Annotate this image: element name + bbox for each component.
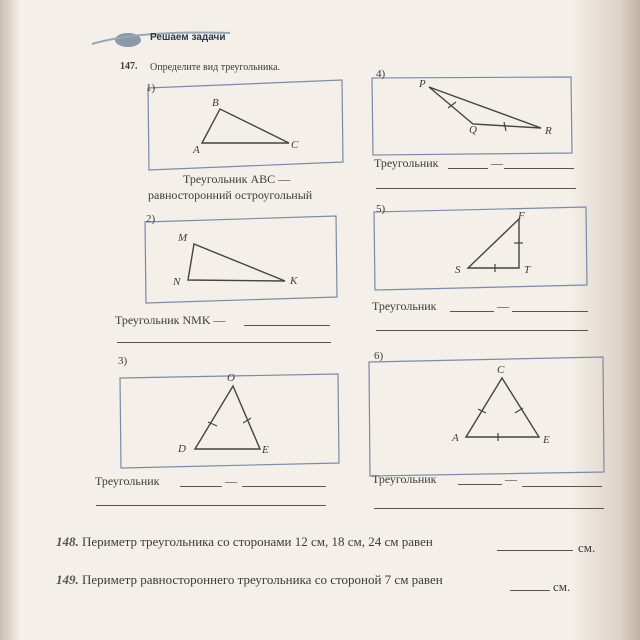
vertex-label: R <box>545 125 552 137</box>
frame-1 <box>148 80 343 170</box>
vertex-label: E <box>543 434 550 446</box>
frame-6 <box>369 357 604 476</box>
vertex-label: F <box>518 210 525 222</box>
task-148 <box>56 534 433 550</box>
dash: — <box>505 472 517 486</box>
vertex-label: B <box>212 97 219 109</box>
triangle-pqr <box>429 87 541 128</box>
vertex-label: A <box>452 432 459 444</box>
item-5-number: 5) <box>376 203 386 215</box>
item-4-number: 4) <box>376 68 386 80</box>
caption-6: Треугольник <box>372 472 437 486</box>
dash: — <box>497 299 509 313</box>
task-148-text: Периметр треугольника со сторонами 12 см, 18 см, 24 см равен <box>82 534 433 549</box>
item-6-number: 6) <box>374 350 384 362</box>
answer-line[interactable] <box>376 330 588 331</box>
triangle-ode <box>195 386 260 449</box>
frame-3 <box>120 374 339 468</box>
vertex-label: S <box>455 264 461 276</box>
answer-line[interactable] <box>376 188 576 189</box>
caption-2: Треугольник NMK — <box>115 313 226 327</box>
task-147-text: Определите вид треугольника. <box>150 62 281 73</box>
vertex-label: O <box>227 372 235 384</box>
answer-line[interactable] <box>374 508 604 509</box>
vertex-label: M <box>178 232 188 244</box>
task-149-unit: см. <box>553 579 571 594</box>
vertex-label: E <box>262 444 269 456</box>
item-3-number: 3) <box>118 355 128 367</box>
answer-line[interactable] <box>512 311 588 312</box>
answer-line[interactable] <box>458 484 502 485</box>
vertex-label: K <box>290 275 298 287</box>
answer-line[interactable] <box>242 486 326 487</box>
vertex-label: D <box>178 443 186 455</box>
item-2-number: 2) <box>146 213 156 225</box>
vertex-label: C <box>497 364 505 376</box>
task-149-text: Периметр равностороннего треугольника со стороной 7 см равен <box>82 572 443 587</box>
answer-line[interactable] <box>497 550 573 551</box>
task-149-number: 149. <box>56 572 79 587</box>
dash: — <box>491 156 503 170</box>
vertex-label: N <box>173 276 181 288</box>
answer-line[interactable] <box>180 486 222 487</box>
vertex-label: Q <box>469 124 477 136</box>
frame-2 <box>145 216 337 303</box>
answer-line[interactable] <box>510 590 550 591</box>
triangle-fst <box>468 219 519 268</box>
frame-4 <box>372 77 572 155</box>
vertex-label: A <box>193 144 200 156</box>
caption-3: Треугольник <box>95 474 160 488</box>
answer-line[interactable] <box>504 168 574 169</box>
caption-1-line2: равносторонний остроугольный <box>148 188 313 202</box>
triangle-nmk <box>188 244 285 281</box>
answer-line[interactable] <box>522 486 602 487</box>
vertex-label: P <box>419 78 426 90</box>
dash: — <box>225 474 237 488</box>
item-1-number: 1) <box>146 82 156 94</box>
caption-4: Треугольник <box>374 156 439 170</box>
triangle-abc <box>202 109 289 143</box>
section-header: Решаем задачи <box>150 32 226 43</box>
frame-5 <box>374 207 587 290</box>
vertex-label: T <box>524 264 531 276</box>
task-149 <box>56 572 443 588</box>
caption-5: Треугольник <box>372 299 437 313</box>
answer-line[interactable] <box>96 505 326 506</box>
task-148-number: 148. <box>56 534 79 549</box>
answer-line[interactable] <box>448 168 488 169</box>
caption-1-line1: Треугольник ABC — <box>183 172 291 186</box>
task-147-number: 147. <box>120 61 138 72</box>
vertex-label: C <box>291 139 299 151</box>
answer-line[interactable] <box>450 311 494 312</box>
triangle-cae <box>466 378 539 437</box>
answer-line[interactable] <box>117 342 331 343</box>
task-148-unit: см. <box>578 540 596 555</box>
answer-line[interactable] <box>244 325 330 326</box>
